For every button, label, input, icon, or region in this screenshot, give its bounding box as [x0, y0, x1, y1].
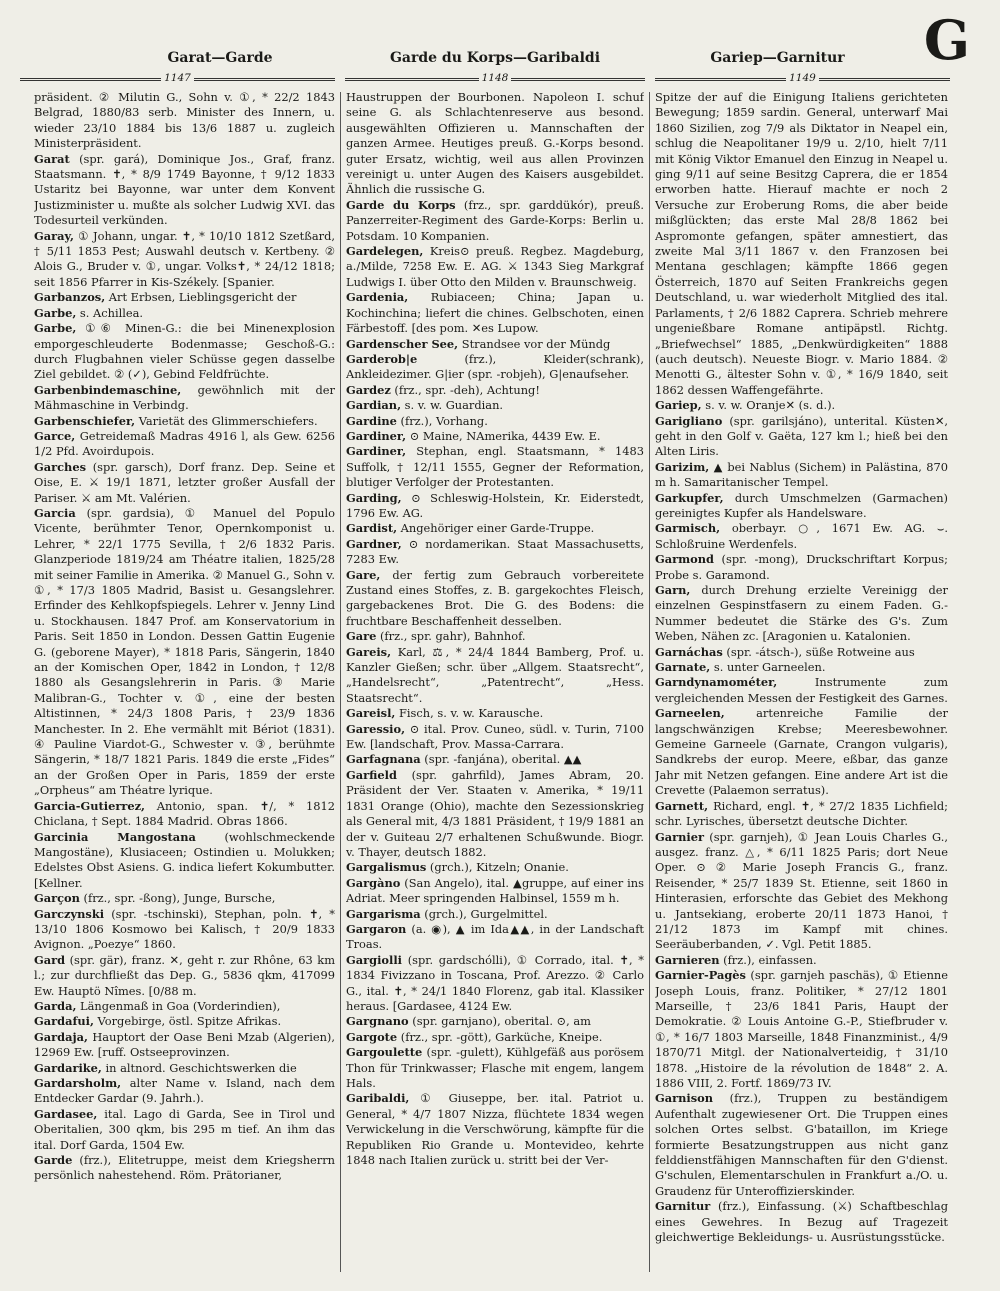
dictionary-entry	[655, 706, 948, 798]
entry-headword: Garnate,	[655, 660, 711, 675]
dictionary-entry	[346, 537, 644, 568]
entry-text: ①⑥ Minen-G.: die bei Minenexplosion emporgeschleuderte Bodenmasse; Geschoß-G.: durch Flugbahnen vieler Schüsse gegen dasselbe Ziel gebildet. ② (✓), Gebind Feldfrüchte.	[34, 321, 335, 382]
entry-headword: Garding,	[346, 490, 402, 505]
entry-headword: Gargàno	[346, 875, 401, 890]
page-number-text: 1148	[479, 72, 512, 84]
entry-text: durch Umschmelzen (Garmachen) gereinigtes Kupfer als Handelsware.	[655, 490, 948, 520]
dictionary-entry	[346, 568, 644, 630]
entry-headword: Garibaldi,	[346, 1091, 410, 1106]
entry-headword: Garneelen,	[655, 706, 725, 721]
entry-headword: Garce,	[34, 428, 76, 443]
entry-text: Antonio, span. ✝/, * 1812 Chiclana, † Sept. 1884 Madrid. Obras 1866.	[34, 798, 335, 829]
entry-text: (frz.), einfassen.	[719, 952, 817, 967]
dictionary-entry	[346, 752, 644, 767]
entry-headword: Gardarsholm,	[34, 1076, 122, 1090]
dictionary-entry	[34, 306, 335, 321]
entry-headword: Gardine	[346, 413, 397, 428]
dictionary-entry	[346, 244, 644, 290]
entry-headword: Garnison	[655, 1091, 714, 1106]
entry-text: s. Achillea.	[76, 305, 144, 320]
dictionary-entry	[655, 645, 948, 660]
dictionary-entry	[655, 414, 948, 460]
dictionary-entry	[34, 460, 335, 506]
entry-text: (spr. gahrfild), James Abram, 20. Präsident der Ver. Staaten v. Amerika, * 19/11 1831 Orange (Ohio), machte den Sezessionskrieg als General mit, 4/3 1881 Präsident, † 19/9 1881 an der v. Guiteau 2/7 erhaltenen Schußwunde. Biogr. v. Thayer, deutsch 1882.	[346, 767, 644, 859]
dictionary-entry	[346, 198, 644, 244]
page-number-1147	[20, 72, 335, 84]
entry-headword: Gariep,	[655, 398, 702, 413]
entry-headword: Garnier	[655, 829, 704, 844]
column-divider	[340, 92, 341, 1272]
entry-text: ⊙ nordamerikan. Staat Massachusetts, 7283 Ew.	[346, 536, 644, 567]
dictionary-entry	[346, 429, 644, 444]
dictionary-entry	[346, 953, 644, 1015]
dictionary-entry	[34, 1153, 335, 1184]
entry-headword: Gardaja,	[34, 1029, 88, 1044]
dictionary-entry	[655, 1199, 948, 1245]
entry-headword: Gard	[34, 952, 66, 967]
column-divider	[649, 92, 650, 1272]
dictionary-entry	[655, 398, 948, 413]
entry-text: s. unter Garneelen.	[710, 660, 826, 675]
entry-text: Art Erbsen, Lieblingsgericht der	[105, 290, 297, 305]
dictionary-entry	[346, 907, 644, 922]
entry-headword: Gardist,	[346, 521, 398, 536]
entry-headword: Gargnano	[346, 1014, 409, 1029]
entry-headword: Garbanzos,	[34, 290, 106, 305]
dictionary-entry	[34, 999, 335, 1014]
entry-headword: Gare,	[346, 567, 381, 582]
entry-text: (frz.), Vorhang.	[396, 413, 488, 428]
entry-text: (frz.), Elitetruppe, meist dem Kriegsherrn persönlich nahestehend. Röm. Prätorianer,	[34, 1153, 335, 1183]
entry-text: (spr. -tschinski), Stephan, poln. ✝, * 13/10 1806 Kosmowo bei Kalisch, † 20/9 1833 Avignon. „Poezye“ 1860.	[34, 906, 335, 952]
page-number-text: 1149	[786, 72, 819, 84]
entry-text: Haustruppen der Bourbonen. Napoleon I. schuf seine G. als Schlachtenreserve aus besond. ausgewählten Offizieren u. Mannschaften der ganzen Armee. Heutiges preuß. G.-Korps besond. guter Ersatz, wichtig, weil aus allen Provinzen vereinigt u. unter Augen des Kaisers ausgebildet. Ähnlich die russische G.	[346, 90, 644, 197]
entry-headword: Garizim,	[655, 459, 710, 474]
entry-text: (spr. gardschólli), ① Corrado, ital. ✝, * 1834 Fivizzano in Toscana, Prof. Arezzo. ② Carlo G., ital. ✝, * 24/1 1840 Florenz, gab ital. Klassiker heraus. [Gardasee, 4124 Ew.	[346, 952, 644, 1013]
dictionary-entry	[346, 444, 644, 490]
entry-headword: Garmond	[655, 552, 715, 567]
entry-headword: Gargaron	[346, 921, 407, 936]
entry-headword: Garat	[34, 151, 70, 166]
dictionary-entry	[346, 414, 644, 429]
dictionary-entry	[346, 90, 644, 198]
entry-text: ▲ bei Nablus (Sichem) in Palästina, 870 m h. Samaritanischer Tempel.	[655, 459, 948, 490]
entry-text: (San Angelo), ital. ▲gruppe, auf einer ins Adriat. Meer springenden Halbinsel, 1559 m h.	[346, 875, 644, 906]
entry-text: ⊙ Schleswig-Holstein, Kr. Eiderstedt, 1796 Ew. AG.	[346, 490, 644, 520]
entry-text: ① Johann, ungar. ✝, * 10/10 1812 Szetßard, † 5/11 1853 Pest; Auswahl deutsch v. Kertbeny. ② Alois G., Bruder v. ①, ungar. Volks✝, * 24/12 1818; seit 1856 Pfarrer in Kis-Székely. [Spanier.	[34, 228, 335, 289]
dictionary-entry	[346, 352, 644, 383]
dictionary-entry	[346, 876, 644, 907]
entry-text: durch Drehung erzielte Vereinigg der einzelnen Gespinstfasern zu einem Faden. G.-Nummer bedeutet die Stärke des G's. Zum Weben, Nähen zc. [Aragonien u. Katalonien.	[655, 583, 948, 644]
dictionary-entry	[655, 583, 948, 645]
entry-text: Richard, engl. ✝, * 27/2 1835 Lichfield; schr. Lyrisches, übersetzt deutsche Dichter.	[655, 798, 948, 829]
entry-text: Strandsee vor der Mündg	[458, 336, 611, 351]
entry-text: Instrumente zum vergleichenden Messen der Festigkeit des Garnes.	[655, 675, 948, 705]
entry-text: (grch.), Kitzeln; Onanie.	[426, 860, 569, 875]
entry-text: Hauptort der Oase Beni Mzab (Algerien), 12969 Ew. [ruff. Ostseeprovinzen.	[34, 1029, 335, 1060]
dictionary-entry	[346, 1014, 644, 1029]
entry-headword: Garay,	[34, 228, 74, 243]
entry-text: Vorgebirge, östl. Spitze Afrikas.	[93, 1014, 282, 1029]
entry-headword: Gare	[346, 629, 377, 644]
entry-headword: Garfagnana	[346, 752, 421, 767]
entry-headword: Garnieren	[655, 952, 720, 967]
dictionary-entry	[34, 891, 335, 906]
entry-headword: Garbe,	[34, 321, 77, 336]
entry-text: oberbayr. ○, 1671 Ew. AG. ⌣. Schloßruine Werdenfels.	[655, 521, 948, 551]
entry-text: Karl, ⚖, * 24/4 1844 Bamberg, Prof. u. Kanzler Gießen; schr. über „Allgem. Staatsrecht“, „Handelsrecht“, „Patentrecht“, „Hess. Staatsrecht“.	[346, 644, 644, 705]
dictionary-entry	[34, 1030, 335, 1061]
entry-headword: Gargarisma	[346, 906, 421, 921]
dictionary-entry	[655, 675, 948, 706]
entry-headword: Garches	[34, 459, 86, 474]
page-header	[0, 50, 1000, 82]
dictionary-entry	[34, 429, 335, 460]
entry-text: präsident. ② Milutin G., Sohn v. ①, * 22/2 1843 Belgrad, 1880/83 serb. Minister des Innern, u. wieder 23/10 1884 bis 13/6 1887 u. zugleich Ministerpräsident.	[34, 90, 335, 151]
entry-headword: Garnett,	[655, 798, 709, 813]
dictionary-entry	[655, 521, 948, 552]
dictionary-entry	[346, 645, 644, 707]
dictionary-entry	[655, 90, 948, 398]
dictionary-entry	[34, 1107, 335, 1153]
entry-headword: Garcinia Mangostana	[34, 829, 196, 844]
entry-text: ① Giuseppe, ber. ital. Patriot u. General, * 4/7 1807 Nizza, flüchtete 1834 wegen Verwickelung in die Verschwörung, kämpfte für die Republiken Rio Grande u. Montevideo, kehrte 1848 nach Italien zurück u. stritt bei der Ver-	[346, 1091, 644, 1168]
entry-headword: Garcia-Gutierrez,	[34, 798, 146, 813]
entry-text: (frz., spr. -ßong), Junge, Bursche,	[79, 891, 276, 906]
entry-text: Kreis⊙ preuß. Regbez. Magdeburg, a./Milde, 7258 Ew. E. AG. ⚔ 1343 Sieg Markgraf Ludwigs I. über Otto den Milden v. Braunschweig.	[346, 244, 644, 289]
entry-headword: Gardner,	[346, 536, 402, 551]
entry-headword: Gardian,	[346, 398, 402, 413]
entry-text: (spr. -gulett), Kühlgefäß aus porösem Thon für Trinkwasser; Flasche mit engem, langem Hals.	[346, 1045, 644, 1090]
entry-headword: Garn,	[655, 583, 691, 597]
dictionary-entry	[346, 398, 644, 413]
dictionary-entry	[655, 1091, 948, 1199]
dictionary-entry	[346, 1045, 644, 1091]
dictionary-entry	[34, 907, 335, 953]
dictionary-entry	[655, 491, 948, 522]
entry-headword: Garçon	[34, 891, 80, 906]
dictionary-entry	[346, 290, 644, 336]
entry-headword: Garfield	[346, 767, 397, 782]
entry-headword: Garkupfer,	[655, 490, 724, 505]
entry-text: (frz., spr. -gött), Garküche, Kneipe.	[397, 1029, 603, 1044]
entry-headword: Gardafui,	[34, 1014, 94, 1029]
entry-headword: Garbe,	[34, 305, 77, 320]
dictionary-entry	[655, 953, 948, 968]
entry-text: s. v. w. Oranje✕ (s. d.).	[701, 398, 836, 413]
dictionary-entry	[346, 722, 644, 753]
entry-headword: Gargiolli	[346, 952, 402, 967]
entry-headword: Gardenia,	[346, 290, 409, 305]
dictionary-entry	[34, 830, 335, 892]
entry-text: Spitze der auf die Einigung Italiens gerichteten Bewegung; 1859 sardin. General, unterwarf Mai 1860 Sizilien, zog 7/9 als Diktator in Neapel ein, schlug die Neapolitaner 19/9 u. 2/10, hielt 7/11 mit König Viktor Emanuel den Einzug in Neapel u. ging 9/11 auf seine Besitzg Caprera, die er 1854 erworben hatte. Hierauf machte er noch 2 Versuche zur Eroberung Roms, die aber beide mißglückten; das erste Mal 28/8 1862 bei Aspromonte gefangen, später amnestiert, das zweite Mal 3/11 1867 v. den Franzosen bei Mentana geschlagen; kämpfte 1866 gegen Österreich, 1870 auf Seiten Frankreichs gegen Deutschland, u. war wiederholt Mitglied des ital. Parlaments, † 2/6 1882 Caprera. Schrieb mehrere ungenießbare Romane antipäpstl. Richtg. „Briefwechsel“ 1885, „Denkwürdigkeiten“ 1888 (auch deutsch). Neueste Biogr. v. Mario 1884. ② Menotti G., ältester Sohn v. ①, * 16/9 1840, seit 1862 dessen Waffengefährte.	[655, 90, 948, 397]
entry-headword: Garmisch,	[655, 521, 721, 536]
dictionary-entry	[346, 491, 644, 522]
entry-text: (spr. -mong), Druckschriftart Korpus; Probe s. Garamond.	[655, 552, 948, 582]
section-letter: G	[923, 8, 970, 72]
page-number-1148	[345, 72, 645, 84]
entry-text: Fisch, s. v. w. Karausche.	[395, 706, 544, 721]
dictionary-entry	[655, 552, 948, 583]
entry-text: (wohlschmeckende Mangostäne), Klusiaceen; Ostindien u. Molukken; Edelstes Obst Asiens. G. indica liefert Kokumbutter. [Kellner.	[34, 829, 335, 890]
entry-text: (spr. garnjano), oberital. ⊙, am	[408, 1014, 591, 1029]
entry-text: s. v. w. Guardian.	[401, 398, 504, 413]
entry-headword: Garndynamométer,	[655, 675, 778, 690]
dictionary-entry	[34, 321, 335, 383]
entry-headword: Gardelegen,	[346, 244, 424, 259]
column-3	[655, 90, 948, 1280]
entry-text: (spr. garilsjáno), unterital. Küsten✕, geht in den Golf v. Gaëta, 127 km l.; hieß bei den Alten Liris.	[655, 413, 948, 459]
entry-headword: Gareisl,	[346, 706, 396, 721]
dictionary-entry	[655, 660, 948, 675]
entry-text: Längenmaß in Goa (Vorderindien),	[76, 998, 281, 1013]
entry-headword: Garnier-Pagès	[655, 968, 746, 983]
entry-text: (spr. garsch), Dorf franz. Dep. Seine et Oise, E. ⚔ 19/1 1871, letzter großer Ausfall der Pariser. ⚔ am Mt. Valérien.	[34, 459, 335, 505]
entry-text: ital. Lago di Garda, See in Tirol und Oberitalien, 300 qkm, bis 295 m tief. An ihm das ital. Dorf Garda, 1504 Ew.	[34, 1106, 335, 1152]
dictionary-entry	[655, 968, 948, 1091]
dictionary-entry	[34, 90, 335, 152]
dictionary-entry	[34, 1061, 335, 1076]
column-2-title: Garde du Korps—Garibaldi	[389, 50, 601, 66]
entry-headword: Garda,	[34, 998, 77, 1013]
dictionary-entry	[346, 860, 644, 875]
entry-text: (spr. garnjeh paschäs), ① Etienne Joseph Louis, franz. Politiker, * 27/12 1801 Marseille, † 23/6 1841 Paris, Haupt der Demokratie. ② Louis Antoine G.-P., Stiefbruder v. ①, * 16/7 1803 Marseille, 1848 Finanzminist., 4/9 1870/71 Mitgl. der Nationalverteidig, † 31/10 1878. „Histoire de la révolution de 1848“ 2. A. 1886 VIII, 2. Fortf. 1869/73 IV.	[655, 968, 948, 1090]
entry-headword: Garigliano	[655, 413, 723, 428]
entry-text: (spr. -fanjána), oberital. ▲▲	[420, 752, 582, 767]
entry-headword: Gardiner,	[346, 444, 407, 459]
dictionary-entry	[346, 629, 644, 644]
dictionary-entry	[655, 799, 948, 830]
page-number-1149	[655, 72, 950, 84]
dictionary-entry	[655, 460, 948, 491]
dictionary-entry	[34, 414, 335, 429]
entry-text: ⊙ ital. Prov. Cuneo, südl. v. Turin, 7100 Ew. [landschaft, Prov. Massa-Carrara.	[346, 721, 644, 752]
entry-text: Varietät des Glimmerschiefers.	[135, 413, 318, 428]
entry-text: Angehöriger einer Garde-Truppe.	[397, 521, 595, 536]
entry-text: alter Name v. Island, nach dem Entdecker Gardar (9. Jahrh.).	[34, 1076, 335, 1106]
entry-text: in altnord. Geschichtswerken die	[101, 1060, 297, 1075]
entry-text: (grch.), Gurgelmittel.	[420, 906, 548, 921]
column-3-title: Gariep—Garnitur	[710, 50, 845, 66]
dictionary-entry	[346, 768, 644, 860]
dictionary-entry	[346, 1091, 644, 1168]
page-number-text: 1147	[161, 72, 194, 84]
entry-headword: Garcia	[34, 505, 76, 520]
entry-text: ⊙ Maine, NAmerika, 4439 Ew. E.	[406, 428, 601, 443]
entry-text: (spr. gär), franz. ✕, geht r. zur Rhône, 63 km l.; zur durchfließt das Dep. G., 5836 qkm, 417099 Ew. Hauptö Nîmes. [0/88 m.	[34, 952, 335, 998]
entry-headword: Gardiner,	[346, 428, 407, 443]
dictionary-entry	[34, 1014, 335, 1029]
entry-text: (frz., spr. garddükór), preuß. Panzerreiter-Regiment des Garde-Korps: Berlin u. Potsdam. 10 Kompanien.	[346, 197, 644, 243]
entry-text: (frz.), Einfassung. (⚔) Schaftbeschlag eines Gewehres. In Bezug auf Tragezeit gleichwertige Bekleidungs- u. Ausrüstungsstücke.	[655, 1199, 948, 1245]
dictionary-entry	[346, 706, 644, 721]
entry-text: (a. ◉), ▲ im Ida▲▲, in der Landschaft Troas.	[346, 921, 644, 952]
entry-text: Getreidemaß Madras 4916 l, als Gew. 6256 1/2 Pfd. Avoirdupois.	[34, 428, 335, 459]
entry-headword: Garessio,	[346, 721, 406, 736]
entry-headword: Gargalismus	[346, 860, 427, 875]
dictionary-entry	[346, 922, 644, 953]
column-2	[346, 90, 644, 1280]
column-1	[34, 90, 335, 1280]
column-1-title: Garat—Garde	[167, 50, 273, 66]
dictionary-entry	[346, 383, 644, 398]
entry-text: Stephan, engl. Staatsmann, * 1483 Suffolk, † 12/11 1555, Gegner der Reformation, blutiger Verfolger der Protestanten.	[346, 444, 644, 490]
entry-text: (spr. garnjeh), ① Jean Louis Charles G., ausgez. franz. △, * 6/11 1825 Paris; dort Neue Oper. ⊙ ② Marie Joseph Francis G., franz. Reisender, * 25/7 1839 St. Etienne, seit 1860 in Hinterasien, erforschte das Gebiet des Mekhong u. Jantsekiang, eroberte 20/11 1873 Hanoi, † 21/12 1873 im Kampf mit chines. Seeräuberbanden, ✓. Vgl. Petit 1885.	[655, 829, 948, 952]
dictionary-entry	[34, 152, 335, 229]
entry-headword: Garnitur	[655, 1199, 711, 1214]
entry-headword: Garderob|e	[346, 351, 418, 366]
entry-headword: Gareis,	[346, 644, 392, 659]
entry-text: Rubiaceen; China; Japan u. Kochinchina; liefert die chines. Gelbschoten, einen Färbestoff. [des pom. ✕es Lupow.	[346, 290, 644, 336]
dictionary-entry	[34, 1076, 335, 1107]
dictionary-entry	[655, 830, 948, 953]
dictionary-entry	[34, 383, 335, 414]
dictionary-entry	[346, 521, 644, 536]
entry-headword: Garbenschiefer,	[34, 413, 136, 428]
entry-text: gewöhnlich mit der Mähmaschine in Verbindg.	[34, 382, 335, 413]
entry-headword: Gardez	[346, 382, 391, 397]
dictionary-entry	[34, 799, 335, 830]
entry-text: (frz.), Kleider(schrank), Ankleidezimer. G|ier (spr. -robjeh), G|enaufseher.	[346, 351, 644, 382]
entry-headword: Gardenscher See,	[346, 336, 459, 351]
entry-text: (spr. gará), Dominique Jos., Graf, franz. Staatsmann. ✝, * 8/9 1749 Bayonne, † 9/12 1833 Ustaritz bei Bayonne, war unter dem Konvent Justizminister u. mußte als solcher Ludwig XVI. das Todesurteil verkünden.	[34, 151, 335, 228]
entry-text: (spr. gardsia), ① Manuel del Populo Vicente, berühmter Tenor, Opernkomponist u. Lehrer, * 22/1 1775 Sevilla, † 2/6 1832 Paris. Glanzperiode 1819/24 am Théatre italien, 1825/28 mit seiner Familie in Amerika. ② Manuel G., Sohn v. ①, * 17/3 1805 Madrid, Basist u. Gesangslehrer. Erfinder des Kehlkopfspiegels. Lehrer v. Jenny Lind u. Stockhausen. 1847 Prof. am Konservatorium in Paris. Seit 1850 in London. Dessen Gattin Eugenie G. (geborene Mayer), * 1818 Paris, Sängerin, 1840 an der Komischen Oper, 1842 in London, † 12/8 1880 als Gesangslehrerin in Paris. ③ Marie Malibran-G., Tochter v. ①, eine der besten Altistinnen, * 24/3 1808 Paris, † 23/9 1836 Manchester. In 2. Ehe vermählt mit Bériot (1831). ④ Pauline Viardot-G., Schwester v. ③, berühmte Sängerin, * 18/7 1821 Paris. 1849 die erste „Fides“ an der Großen Oper in Paris, 1859 der erste „Orpheus“ am Théatre lyrique.	[34, 505, 335, 798]
entry-headword: Gardasee,	[34, 1106, 98, 1121]
entry-text: der fertig zum Gebrauch vorbereitete Zustand eines Stoffes, z. B. gargekochtes Fleisch, gargebackenes Brot. Die G. des Bodens: die fruchtbare Beschaffenheit desselben.	[346, 567, 644, 628]
entry-headword: Gardarike,	[34, 1060, 102, 1075]
entry-text: (frz.), Truppen zu beständigem Aufenthalt zugewiesener Ort. Die Truppen eines solchen Ortes selbst. G'bataillon, im Kriege formierte Besatzungstruppen aus nicht ganz felddienstfähigen Mannschaften für den G'dienst. G'schulen, Elementarschulen in Frankfurt a./O. u. Graudenz für Unteroffizierskinder.	[655, 1091, 948, 1198]
dictionary-entry	[34, 229, 335, 291]
entry-text: (frz., spr. gahr), Bahnhof.	[376, 629, 526, 644]
dictionary-entry	[346, 337, 644, 352]
entry-text: (frz., spr. -deh), Achtung!	[390, 382, 540, 397]
dictionary-entry	[34, 953, 335, 999]
entry-headword: Garbenbindemaschine,	[34, 382, 182, 397]
dictionary-entry	[34, 290, 335, 305]
entry-headword: Garnáchas	[655, 644, 723, 659]
dictionary-entry	[346, 1030, 644, 1045]
entry-text: (spr. -átsch-), süße Rotweine aus	[722, 644, 915, 659]
entry-text: artenreiche Familie der langschwänzigen Krebse; Meeresbewohner. Gemeine Garneele (Garnate, Crangon vulgaris), Sandkrebs der europ. Meere, eßbar, das ganze Jahr mit Netzen gefangen. Eine andere Art ist die Crevette (Palaemon serratus).	[655, 706, 948, 798]
entry-headword: Garde du Korps	[346, 197, 456, 212]
entry-headword: Garde	[34, 1153, 73, 1168]
entry-headword: Gargoulette	[346, 1045, 423, 1060]
entry-headword: Gargote	[346, 1029, 398, 1044]
dictionary-entry	[34, 506, 335, 799]
entry-headword: Garczynski	[34, 906, 105, 921]
